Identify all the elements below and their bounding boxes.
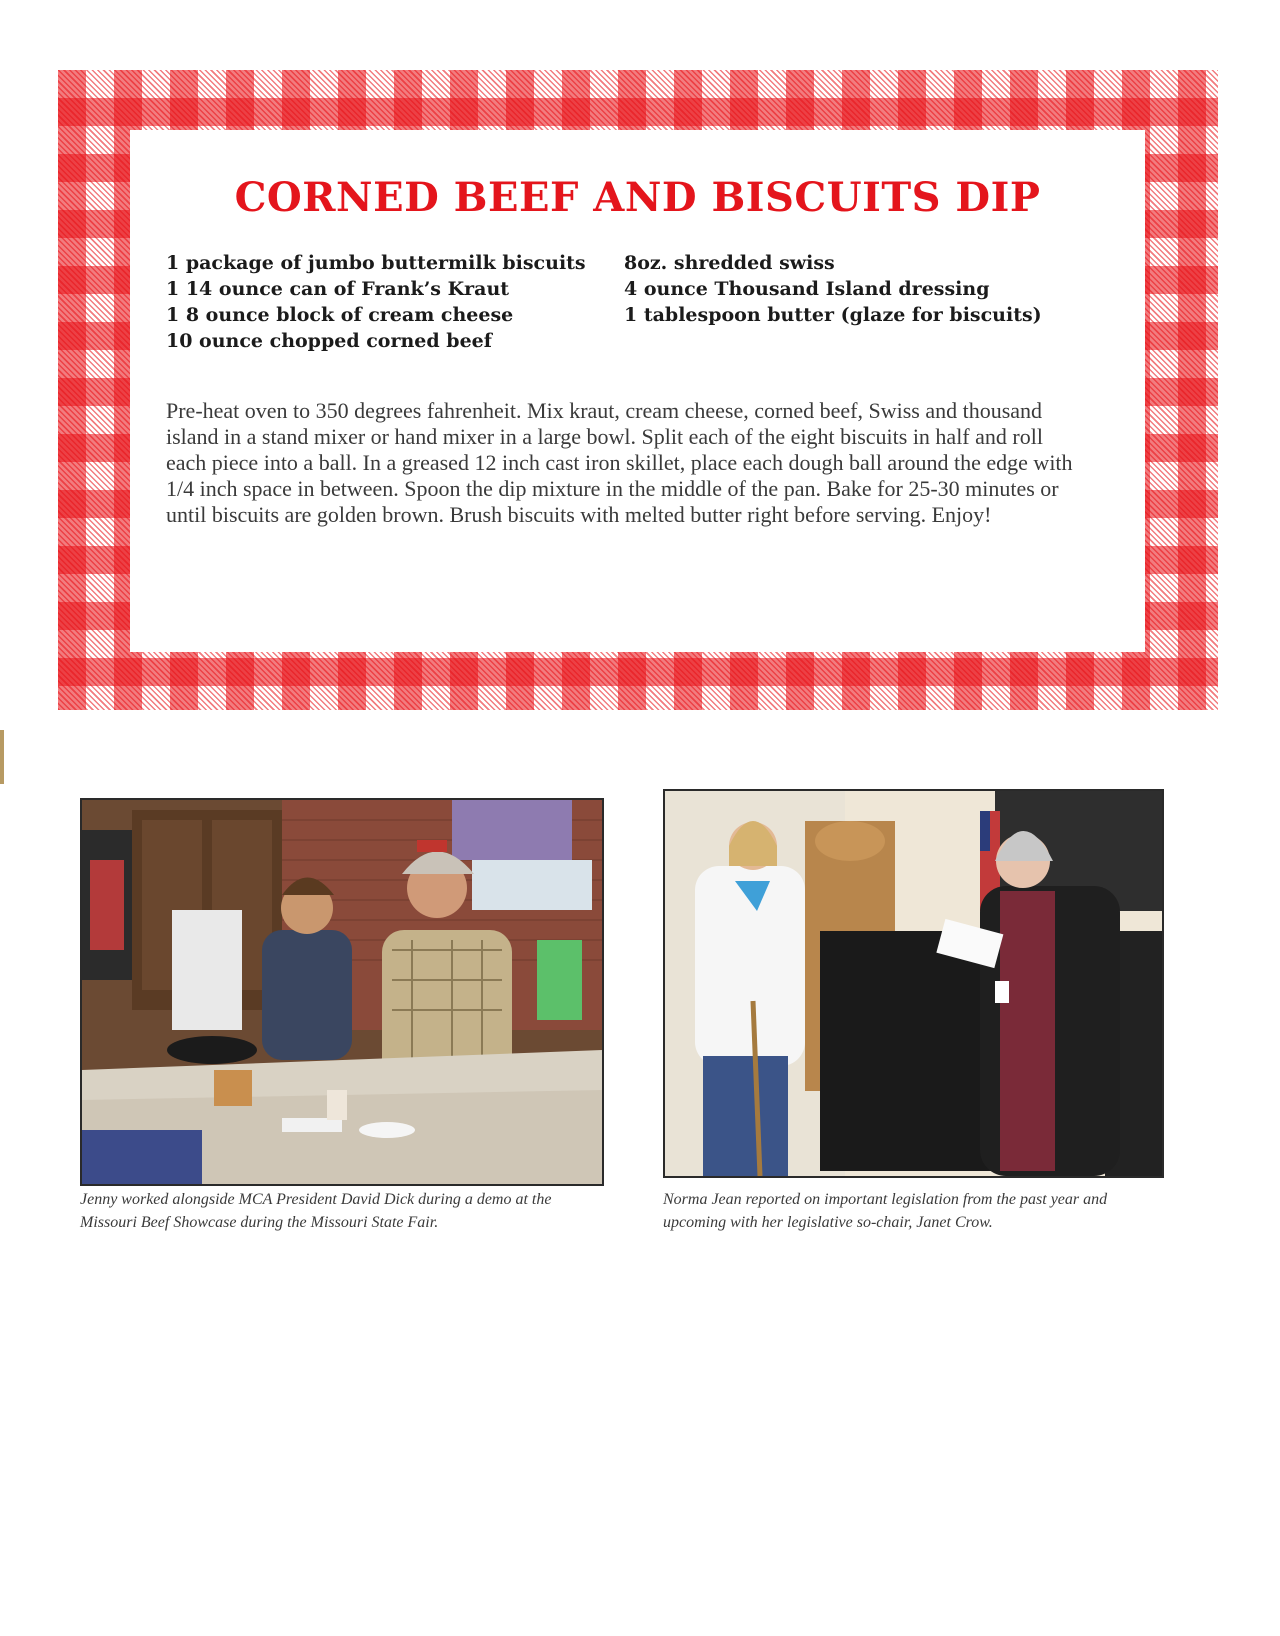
photo-cooking-demo-image <box>82 800 602 1184</box>
photo-cooking-demo <box>80 798 604 1186</box>
photo-caption: Norma Jean reported on important legislation from the past year and upcoming with her legislative so-chair, Janet Crow. <box>663 1191 1108 1231</box>
photo-legislation-report-image <box>665 791 1162 1176</box>
ingredient-item: 4 ounce Thousand Island dressing <box>624 278 990 300</box>
photo-caption: Jenny worked alongside MCA President David Dick during a demo at the Missouri Beef Showcase during the Missouri State Fair. <box>80 1191 552 1231</box>
ingredient-item: 1 14 ounce can of Frank’s Kraut <box>166 278 510 300</box>
recipe-directions: Pre-heat oven to 350 degrees fahrenheit. Mix kraut, cream cheese, corned beef, Swiss and thousand island in a stand mixer or hand mixer in a large bowl. Split each of the eight biscuits in half and roll each piece into a ball. In a greased 12 inch cast iron skillet, place each dough ball around the edge with 1/4 inch space in between. Spoon the dip mixture in the middle of the pan. Bake for 25-30 minutes or until biscuits are golden brown. Brush biscuits with melted butter right before serving. Enjoy! <box>166 398 1073 527</box>
recipe-title: CORNED BEEF AND BISCUITS DIP <box>234 174 1041 221</box>
ingredient-item: 8oz. shredded swiss <box>624 252 835 274</box>
photo-legislation-report <box>663 789 1164 1178</box>
ingredient-item: 10 ounce chopped corned beef <box>166 330 492 352</box>
ingredients-column-left <box>166 250 586 354</box>
edge-mark <box>0 730 4 784</box>
recipe-card <box>130 130 1145 652</box>
ingredient-item: 1 tablespoon butter (glaze for biscuits) <box>624 304 1042 326</box>
ingredient-item: 1 8 ounce block of cream cheese <box>166 304 514 326</box>
ingredients-column-right <box>624 250 1064 328</box>
ingredient-item: 1 package of jumbo buttermilk biscuits <box>166 252 586 274</box>
